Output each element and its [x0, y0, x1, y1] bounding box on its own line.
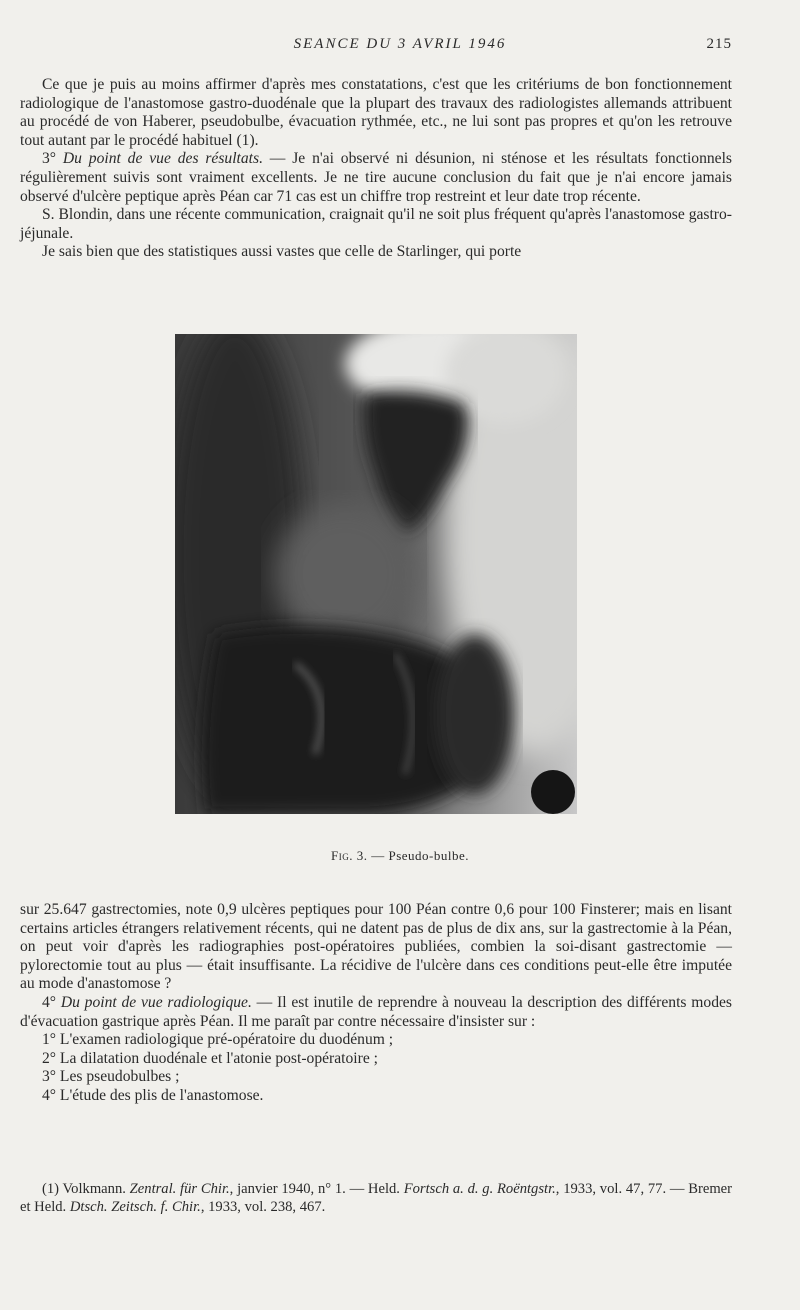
journal-title: Zentral. für Chir.: [129, 1181, 230, 1197]
paragraph: Ce que je puis au moins affirmer d'après mes constatations, c'est que les critériums de bon fonctionnement radiologique de l'anastomose gastro-duodénale que la plupart des travaux des radiologistes allemands attribuent au procédé de von Haberer, pseudobulbe, évacuation rythmée, etc., ne lui sont pas propres et qu'on les retrouve tout autant par le procédé habituel (1).: [20, 76, 732, 149]
caption-label: Fig. 3.: [330, 848, 368, 863]
paragraph: [20, 994, 732, 1031]
paragraph: sur 25.647 gastrectomies, note 0,9 ulcères peptiques pour 100 Péan contre 0,6 pour 100 Finsterer; mais en lisant certains articles étrangers relativement récents, qui ne datent pas de plus de dix ans, sur la gastrectomie à la Péan, on peut voir d'après les radiographies post-opératoires publiées, combien la soi-disant gastrectomie — pylorectomie tout au plus — était insuffisante. La récidive de l'ulcère dans ces conditions peut-elle être imputée au mode d'anastomose ?: [20, 901, 732, 993]
figure-caption: [0, 848, 800, 864]
page-number: 215: [706, 36, 732, 52]
section-number: 4°: [42, 993, 57, 1011]
footnote: [20, 1180, 732, 1216]
paragraph-text: — Il est inutile de reprendre à nouveau la description des différents modes d'évacuation gastrique après Péan. Il me paraît par contre nécessaire d'insister sur :: [20, 993, 732, 1030]
journal-title: Dtsch. Zeitsch. f. Chir.: [69, 1199, 201, 1215]
section-heading: Du point de vue des résultats.: [62, 150, 263, 168]
caption-text: — Pseudo-bulbe.: [367, 848, 469, 863]
paragraph: S. Blondin, dans une récente communication, craignait qu'il ne soit plus fréquent qu'après l'anastomose gastro-jéjunale.: [20, 206, 732, 242]
footnote-part: , janvier 1940, n° 1. — Held.: [229, 1181, 404, 1197]
footnote-part: , 1933, vol. 47, 77. — Bremer et Held.: [20, 1181, 733, 1215]
paragraph-text: — Je n'ai observé ni désunion, ni sténose et les résultats fonctionnels régulièrement suivis sont vraiment excellents. Je ne tire aucune conclusion du fait que je n'ai encore jamais observé d'ulcère peptique après Péan car 71 cas est un chiffre trop restreint et leur date trop récente.: [20, 150, 732, 205]
list-item: 3° Les pseudobulbes ;: [42, 1068, 180, 1086]
footnote-part: , 1933, vol. 238, 467.: [200, 1199, 326, 1215]
footnote-text: [20, 1180, 732, 1216]
paragraph: Je sais bien que des statistiques aussi vastes que celle de Starlinger, qui porte: [42, 243, 522, 261]
journal-title: Fortsch a. d. g. Roëntgstr.: [403, 1181, 556, 1197]
body-text-top: [20, 76, 732, 262]
section-number: 3°: [42, 150, 57, 168]
footnote-part: (1) Volkmann.: [42, 1181, 130, 1197]
body-text-bottom: [20, 901, 732, 1106]
radiograph-figure: [175, 334, 577, 814]
list-item: 4° L'étude des plis de l'anastomose.: [42, 1086, 264, 1104]
section-heading: Du point de vue radiologique.: [60, 993, 252, 1011]
running-title: SEANCE DU 3 AVRIL 1946: [293, 36, 507, 52]
list-item: 2° La dilatation duodénale et l'atonie post-opératoire ;: [42, 1049, 378, 1067]
radiograph-image: [175, 334, 577, 814]
paragraph: [20, 150, 732, 206]
running-head: [0, 36, 800, 60]
list-item: 1° L'examen radiologique pré-opératoire du duodénum ;: [42, 1031, 394, 1049]
